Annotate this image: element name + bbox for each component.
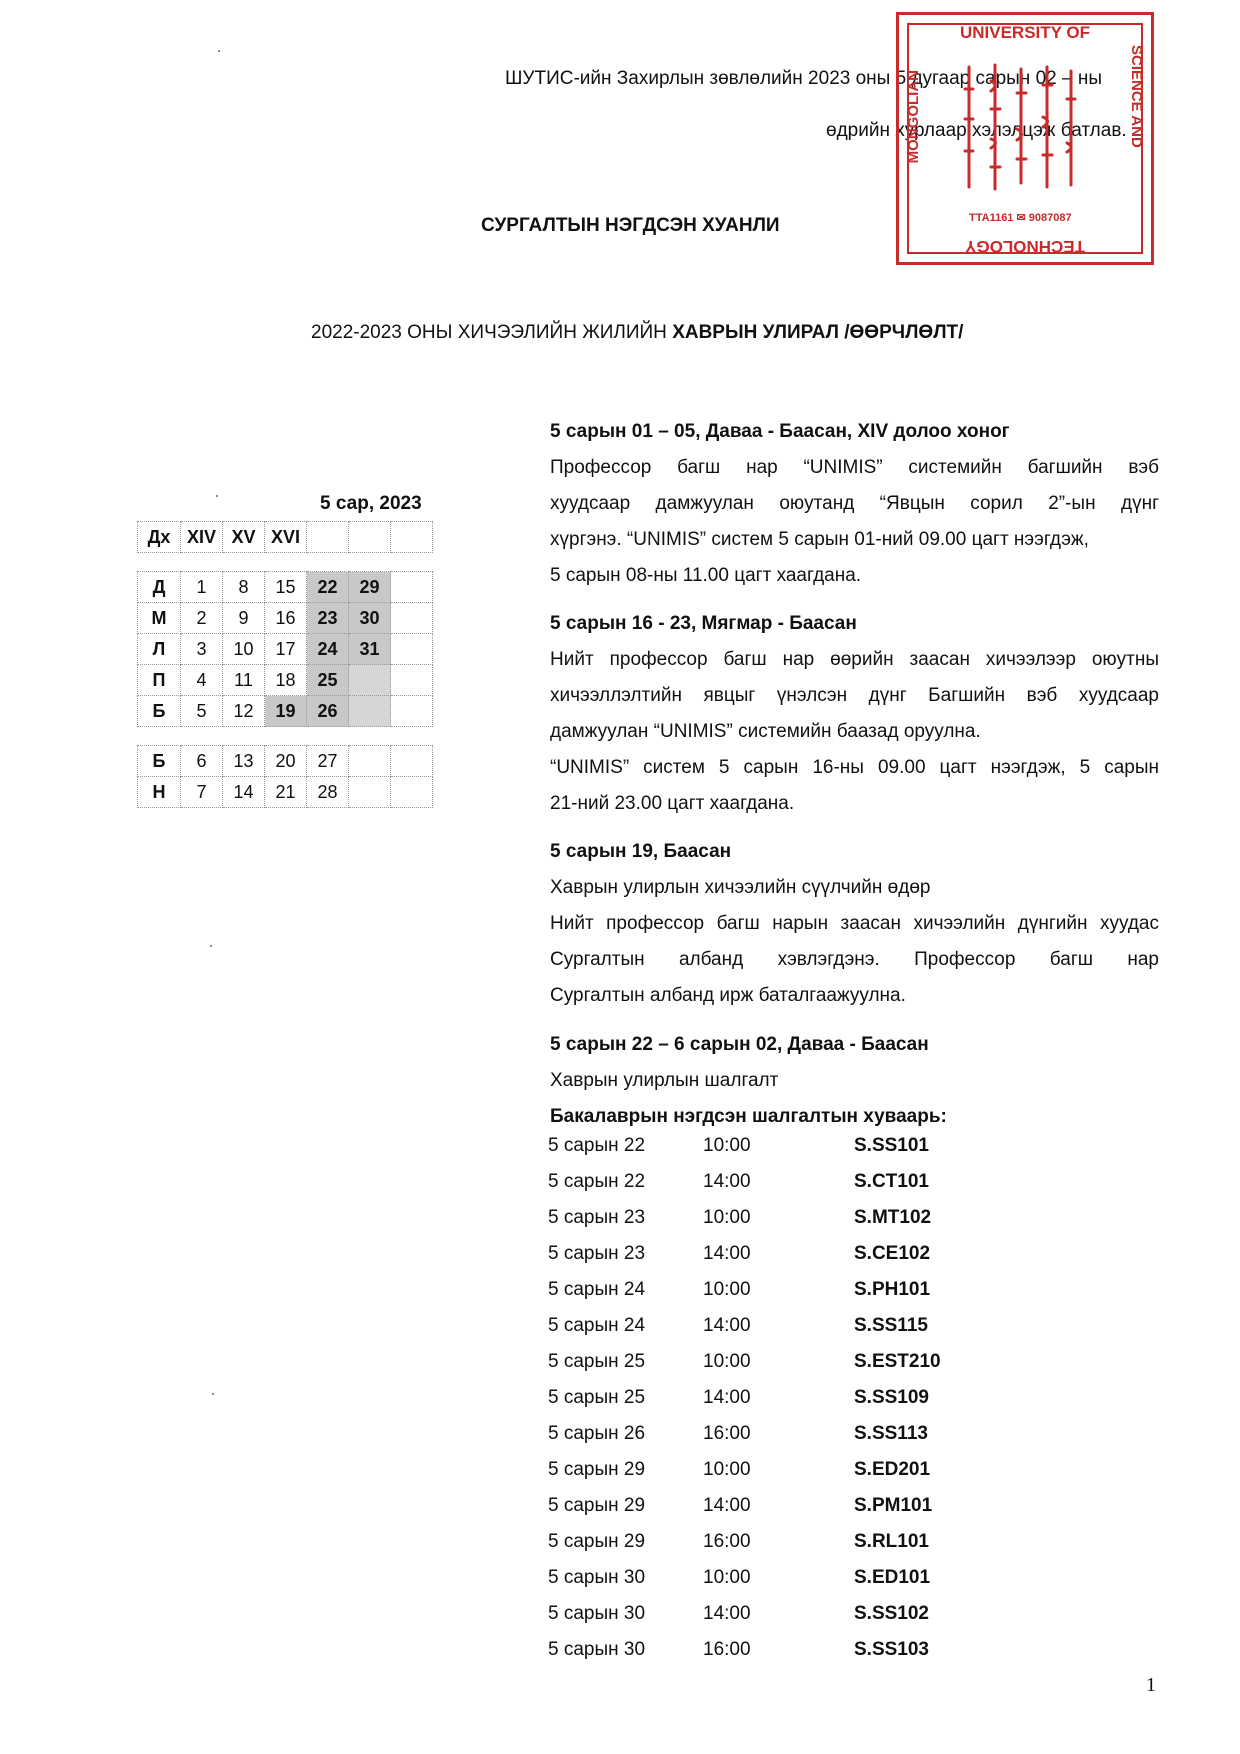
calendar-day xyxy=(391,777,433,808)
calendar-day: 11 xyxy=(223,665,265,696)
calendar-day: 9 xyxy=(223,603,265,634)
calendar-weekdays-table xyxy=(137,571,433,727)
schedule-course-code: S.SS103 xyxy=(854,1639,929,1660)
section-may-01-05 xyxy=(550,414,1159,594)
schedule-time: 14:00 xyxy=(703,1495,751,1516)
section-exam-period xyxy=(550,1027,1159,1135)
schedule-course-code: S.CE102 xyxy=(854,1243,931,1264)
schedule-date: 5 сарын 30 xyxy=(548,1603,646,1624)
scan-speck xyxy=(210,945,212,947)
calendar-day xyxy=(349,665,391,696)
calendar-row xyxy=(138,603,433,634)
calendar-day-exam: 30 xyxy=(349,603,391,634)
schedule-course-code: S.MT102 xyxy=(854,1207,932,1228)
schedule-time: 14:00 xyxy=(703,1171,751,1192)
schedule-course-code: S.EST210 xyxy=(854,1351,941,1372)
weekday-label: Б xyxy=(138,746,181,777)
schedule-time: 14:00 xyxy=(703,1603,751,1624)
schedule-date: 5 сарын 25 xyxy=(548,1351,646,1372)
schedule-date: 5 сарын 25 xyxy=(548,1387,646,1408)
schedule-time: 16:00 xyxy=(703,1639,751,1660)
calendar-day-exam: 26 xyxy=(307,696,349,727)
calendar-day-exam: 25 xyxy=(307,665,349,696)
section-text-line: Сургалтын албанд ирж баталгаажуулна. xyxy=(550,985,906,1006)
schedule-row xyxy=(548,1387,1048,1423)
schedule-row xyxy=(548,1495,1048,1531)
schedule-date: 5 сарын 26 xyxy=(548,1423,646,1444)
section-text-line: Нийт профессор багш нарын заасан хичээлийн дүнгийн хуудас xyxy=(550,913,1159,934)
calendar-day: 2 xyxy=(181,603,223,634)
section-text-line: Профессор багш нар “UNIMIS” системийн багшийн вэб xyxy=(550,457,1159,478)
schedule-course-code: S.ED201 xyxy=(854,1459,931,1480)
schedule-row xyxy=(548,1135,1048,1171)
calendar-day: 3 xyxy=(181,634,223,665)
calendar-row xyxy=(138,746,433,777)
calendar-day xyxy=(391,603,433,634)
schedule-date: 5 сарын 29 xyxy=(548,1495,646,1516)
section-text-line: Нийт профессор багш нар өөрийн заасан хичээлээр оюутны xyxy=(550,649,1159,670)
calendar-day xyxy=(349,746,391,777)
document-subtitle xyxy=(311,322,963,344)
schedule-time: 10:00 xyxy=(703,1135,751,1156)
weekday-label: Н xyxy=(138,777,181,808)
section-text-line: 21-ний 23.00 цагт хаагдана. xyxy=(550,793,795,814)
schedule-course-code: S.SS101 xyxy=(854,1135,929,1156)
calendar-day-exam: 23 xyxy=(307,603,349,634)
calendar-day: 1 xyxy=(181,572,223,603)
schedule-date: 5 сарын 23 xyxy=(548,1243,646,1264)
weekday-label: П xyxy=(138,665,181,696)
schedule-course-code: S.PH101 xyxy=(854,1279,931,1300)
calendar-row xyxy=(138,634,433,665)
schedule-row xyxy=(548,1567,1048,1603)
stamp-script-emblem xyxy=(955,59,1083,199)
page-number: 1 xyxy=(1146,1674,1156,1696)
calendar-day: 4 xyxy=(181,665,223,696)
schedule-date: 5 сарын 22 xyxy=(548,1135,646,1156)
section-text-line: хүргэнэ. “UNIMIS” систем 5 сарын 01-ний 09.00 цагт нээгдэж, xyxy=(550,529,1089,550)
schedule-heading: Бакалаврын нэгдсэн шалгалтын хуваарь: xyxy=(550,1106,947,1127)
university-stamp xyxy=(896,12,1154,265)
schedule-time: 14:00 xyxy=(703,1387,751,1408)
schedule-time: 16:00 xyxy=(703,1423,751,1444)
schedule-row xyxy=(548,1279,1048,1315)
stamp-text-top: UNIVERSITY OF xyxy=(959,23,1091,42)
schedule-course-code: S.SS115 xyxy=(854,1315,928,1336)
schedule-course-code: S.PM101 xyxy=(854,1495,933,1516)
schedule-time: 10:00 xyxy=(703,1279,751,1300)
calendar-day-exam: 24 xyxy=(307,634,349,665)
calendar-row xyxy=(138,572,433,603)
schedule-row xyxy=(548,1243,1048,1279)
schedule-date: 5 сарын 24 xyxy=(548,1315,646,1336)
calendar-day xyxy=(349,696,391,727)
schedule-row xyxy=(548,1423,1048,1459)
schedule-course-code: S.SS102 xyxy=(854,1603,929,1624)
schedule-row xyxy=(548,1639,1048,1675)
calendar-header-cell xyxy=(307,522,349,553)
schedule-date: 5 сарын 22 xyxy=(548,1171,646,1192)
calendar-day: 12 xyxy=(223,696,265,727)
calendar-header-cell: XV xyxy=(223,522,265,553)
calendar-day: 10 xyxy=(223,634,265,665)
calendar-day-exam: 31 xyxy=(349,634,391,665)
calendar-day: 28 xyxy=(307,777,349,808)
schedule-row xyxy=(548,1459,1048,1495)
weekday-label: Л xyxy=(138,634,181,665)
schedule-time: 14:00 xyxy=(703,1243,751,1264)
calendar-header-cell: XVI xyxy=(265,522,307,553)
section-text-line: Хаврын улирлын хичээлийн сүүлчийн өдөр xyxy=(550,877,931,898)
section-text-line: хичээллэлтийн явцыг үнэлсэн дүнг Багшийн вэб хуудсаар xyxy=(550,685,1159,706)
schedule-date: 5 сарын 23 xyxy=(548,1207,646,1228)
stamp-text-left: MONGOLIAN xyxy=(905,70,922,164)
stamp-registration: TTA1161 ✉ 9087087 xyxy=(969,212,1072,224)
calendar-header-table xyxy=(137,521,433,553)
schedule-time: 16:00 xyxy=(703,1531,751,1552)
calendar-weekend-table xyxy=(137,745,433,808)
schedule-row xyxy=(548,1531,1048,1567)
stamp-text-right: SCIENCE AND xyxy=(1128,45,1145,148)
section-text-line: “UNIMIS” систем 5 сарын 16-ны 09.00 цагт нээгдэж, 5 сарын xyxy=(550,757,1159,778)
weekday-label: Б xyxy=(138,696,181,727)
calendar-row xyxy=(138,777,433,808)
section-may-19 xyxy=(550,834,1159,1014)
calendar-day: 13 xyxy=(223,746,265,777)
calendar-header-cell: Дх xyxy=(138,522,181,553)
calendar-day xyxy=(391,665,433,696)
scan-speck xyxy=(216,495,218,497)
calendar-day: 20 xyxy=(265,746,307,777)
calendar-header-cell xyxy=(349,522,391,553)
weekday-label: М xyxy=(138,603,181,634)
calendar-day: 21 xyxy=(265,777,307,808)
section-text-line: хуудсаар дамжуулан оюутанд “Явцын сорил 2”-ын дүнг xyxy=(550,493,1159,514)
schedule-row xyxy=(548,1207,1048,1243)
calendar-day: 8 xyxy=(223,572,265,603)
calendar-day xyxy=(349,777,391,808)
section-heading: 5 сарын 16 - 23, Мягмар - Баасан xyxy=(550,613,857,634)
schedule-course-code: S.RL101 xyxy=(854,1531,929,1552)
schedule-time: 10:00 xyxy=(703,1567,751,1588)
schedule-date: 5 сарын 29 xyxy=(548,1459,646,1480)
section-may-16-23 xyxy=(550,606,1159,822)
calendar-day-last-class: 19 xyxy=(265,696,307,727)
calendar-row xyxy=(138,696,433,727)
section-heading: 5 сарын 01 – 05, Даваа - Баасан, XIV долоо хоног xyxy=(550,421,1010,442)
approval-line-2: өдрийн хурлаар хэлэлцэж батлав. xyxy=(826,120,1127,141)
schedule-time: 10:00 xyxy=(703,1351,751,1372)
calendar-day: 17 xyxy=(265,634,307,665)
section-text-line: Хаврын улирлын шалгалт xyxy=(550,1070,779,1091)
schedule-row xyxy=(548,1351,1048,1387)
schedule-course-code: S.ED101 xyxy=(854,1567,931,1588)
calendar-day: 15 xyxy=(265,572,307,603)
schedule-date: 5 сарын 29 xyxy=(548,1531,646,1552)
schedule-row xyxy=(548,1171,1048,1207)
subtitle-bold: ХАВРЫН УЛИРАЛ /ӨӨРЧЛӨЛТ/ xyxy=(672,322,964,343)
calendar-day: 14 xyxy=(223,777,265,808)
calendar-day: 6 xyxy=(181,746,223,777)
schedule-time: 10:00 xyxy=(703,1459,751,1480)
schedule-row xyxy=(548,1603,1048,1639)
calendar-day xyxy=(391,634,433,665)
section-heading: 5 сарын 22 – 6 сарын 02, Даваа - Баасан xyxy=(550,1034,929,1055)
calendar-header-cell: XIV xyxy=(181,522,223,553)
scan-speck xyxy=(212,1393,214,1395)
weekday-label: Д xyxy=(138,572,181,603)
scan-speck xyxy=(218,50,220,52)
calendar-day-exam: 22 xyxy=(307,572,349,603)
schedule-date: 5 сарын 24 xyxy=(548,1279,646,1300)
section-text-line: Сургалтын албанд хэвлэгдэнэ. Профессор багш нар xyxy=(550,949,1159,970)
calendar-day: 27 xyxy=(307,746,349,777)
approval-line-1: ШУТИС-ийн Захирлын зөвлөлийн 2023 оны 5 дугаар сарын 02 – ны xyxy=(505,68,1102,89)
schedule-course-code: S.SS109 xyxy=(854,1387,929,1408)
schedule-course-code: S.SS113 xyxy=(854,1423,928,1444)
calendar-day: 7 xyxy=(181,777,223,808)
calendar-title: 5 сар, 2023 xyxy=(320,493,422,514)
schedule-course-code: S.CT101 xyxy=(854,1171,929,1192)
calendar-day xyxy=(391,696,433,727)
section-text-line: 5 сарын 08-ны 11.00 цагт хаагдана. xyxy=(550,565,862,586)
schedule-date: 5 сарын 30 xyxy=(548,1567,646,1588)
calendar-day-exam: 29 xyxy=(349,572,391,603)
calendar-header-cell xyxy=(391,522,433,553)
section-text-line: дамжуулан “UNIMIS” системийн баазад оруулна. xyxy=(550,721,981,742)
calendar-day: 5 xyxy=(181,696,223,727)
calendar-day: 16 xyxy=(265,603,307,634)
section-heading: 5 сарын 19, Баасан xyxy=(550,841,732,862)
calendar-day: 18 xyxy=(265,665,307,696)
stamp-text-bottom: TECHNOLOGY xyxy=(965,237,1085,256)
calendar-day xyxy=(391,572,433,603)
schedule-time: 14:00 xyxy=(703,1315,751,1336)
schedule-row xyxy=(548,1315,1048,1351)
subtitle-normal: 2022-2023 ОНЫ ХИЧЭЭЛИЙН ЖИЛИЙН xyxy=(311,322,673,343)
schedule-date: 5 сарын 30 xyxy=(548,1639,646,1660)
document-title: СУРГАЛТЫН НЭГДСЭН ХУАНЛИ xyxy=(481,215,780,236)
calendar-header-row xyxy=(138,522,433,553)
calendar-day xyxy=(391,746,433,777)
schedule-time: 10:00 xyxy=(703,1207,751,1228)
calendar-row xyxy=(138,665,433,696)
